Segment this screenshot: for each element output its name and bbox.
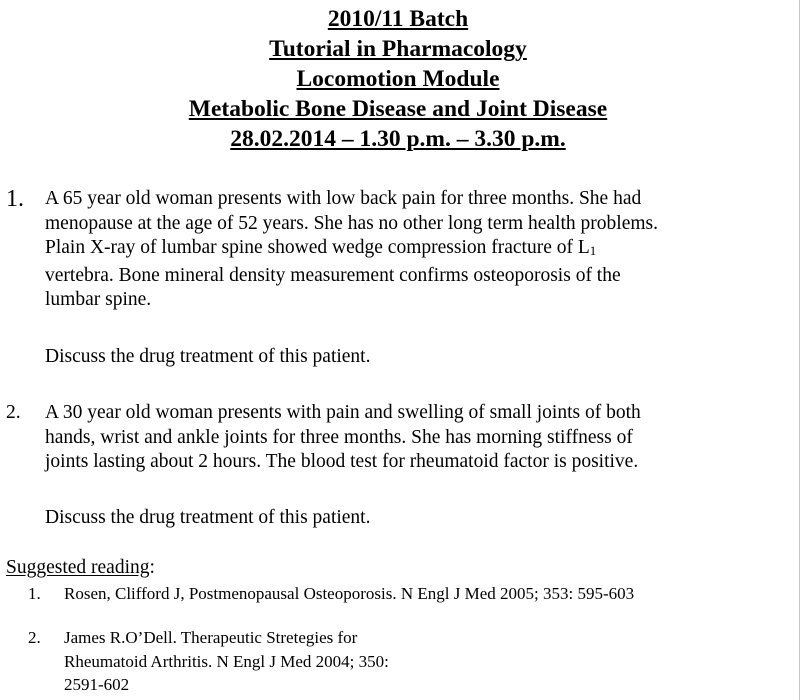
question-number: 2. xyxy=(6,402,21,423)
module-title: Locomotion Module xyxy=(296,66,500,92)
question-text xyxy=(45,401,641,475)
batch-title: 2010/11 Batch xyxy=(327,6,469,32)
date-time-title: 28.02.2014 – 1.30 p.m. – 3.30 p.m. xyxy=(230,126,566,152)
question-text xyxy=(45,187,658,313)
topic-title: Metabolic Bone Disease and Joint Disease xyxy=(188,96,608,122)
question-line: hands, wrist and ankle joints for three months. She has morning stiffness of xyxy=(45,426,633,448)
question-number: 1. xyxy=(6,186,24,212)
reference-text xyxy=(64,582,634,606)
reference-text xyxy=(64,626,389,697)
question-line xyxy=(45,236,658,264)
document-header xyxy=(0,4,796,154)
reference-line: 2591-602 xyxy=(64,675,130,694)
reference-number: 2. xyxy=(28,628,41,647)
reference-line: James R.O’Dell. Therapeutic Stretegies for xyxy=(64,628,358,647)
suggested-reading-colon: : xyxy=(149,557,155,578)
question-line: lumbar spine. xyxy=(45,289,152,310)
question-line: A 65 year old woman presents with low back pain for three months. She had xyxy=(45,188,642,209)
question-line-text: Plain X-ray of lumbar spine showed wedge compression fracture of L xyxy=(45,237,590,258)
question-2-prompt: Discuss the drug treatment of this patient. xyxy=(45,507,371,528)
tutorial-title: Tutorial in Pharmacology xyxy=(269,36,527,62)
reference-line: Rosen, Clifford J, Postmenopausal Osteoporosis. N Engl J Med 2005; 353: 595-603 xyxy=(64,584,635,603)
suggested-reading-heading xyxy=(6,556,155,580)
suggested-reading-label: Suggested reading xyxy=(6,557,150,578)
question-line: A 30 year old woman presents with pain and swelling of small joints of both xyxy=(45,402,641,423)
question-line: joints lasting about 2 hours. The blood test for rheumatoid factor is positive. xyxy=(45,451,639,472)
question-line: menopause at the age of 52 years. She has no other long term health problems. xyxy=(45,212,658,234)
vertebra-subscript: 1 xyxy=(589,243,597,258)
question-line: vertebra. Bone mineral density measurement confirms osteoporosis of the xyxy=(45,264,621,286)
reference-line: Rheumatoid Arthritis. N Engl J Med 2004; 350: xyxy=(64,651,389,671)
question-1-prompt: Discuss the drug treatment of this patient. xyxy=(45,346,371,367)
reference-number: 1. xyxy=(28,584,41,603)
